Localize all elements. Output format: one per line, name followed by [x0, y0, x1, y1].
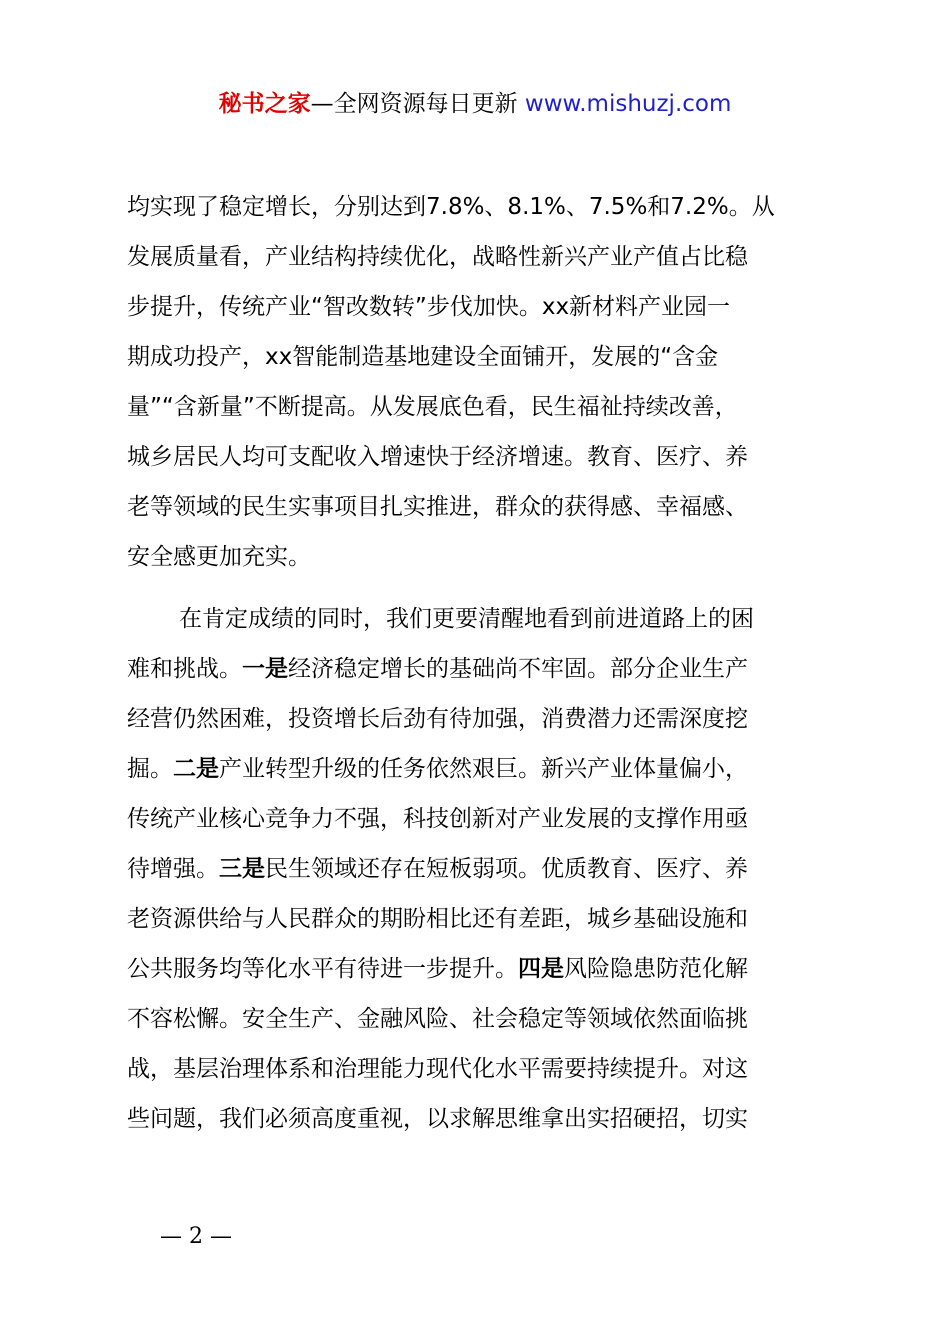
- text-line: 掘。二是产业转型升级的任务依然艰巨。新兴产业体量偏小，: [127, 756, 748, 782]
- text-line: 期成功投产，xx智能制造基地建设全面铺开，发展的“含金: [127, 344, 719, 370]
- text-line: 经营仍然困难，投资增长后劲有待加强，消费潜力还需深度挖: [127, 706, 748, 732]
- point-marker-1: 一是: [242, 656, 288, 682]
- text-line: 量”“含新量”不断提高。从发展底色看，民生福祉持续改善，: [127, 394, 738, 420]
- brand-name: 秘书之家: [218, 91, 311, 117]
- text-line: 不容松懈。安全生产、金融风险、社会稳定等领域依然面临挑: [127, 1006, 748, 1032]
- paragraph-2: [127, 594, 837, 1144]
- point-marker-2: 二是: [173, 756, 219, 782]
- page-number: — 2 —: [160, 1224, 232, 1249]
- text-line: 公共服务均等化水平有待进一步提升。四是风险隐患防范化解: [127, 956, 748, 982]
- text-line: 难和挑战。一是经济稳定增长的基础尚不牢固。部分企业生产: [127, 656, 748, 682]
- text-line: 步提升，传统产业“智改数转”步伐加快。xx新材料产业园一: [127, 294, 731, 320]
- point-marker-3: 三是: [219, 856, 265, 882]
- site-url-link[interactable]: www.mishuzj.com: [524, 91, 732, 117]
- text-line: 发展质量看，产业结构持续优化，战略性新兴产业产值占比稳: [127, 244, 748, 270]
- text-line: 老资源供给与人民群众的期盼相比还有差距，城乡基础设施和: [127, 906, 748, 932]
- text-line: 老等领域的民生实事项目扎实推进，群众的获得感、幸福感、: [127, 494, 748, 520]
- text-line: 安全感更加充实。: [127, 544, 311, 570]
- text-line: 些问题，我们必须高度重视，以求解思维拿出实招硬招，切实: [127, 1106, 748, 1132]
- site-header: [0, 86, 950, 122]
- text-line: 传统产业核心竞争力不强，科技创新对产业发展的支撑作用亟: [127, 806, 748, 832]
- header-tagline: —全网资源每日更新: [310, 91, 518, 117]
- text-line: 战，基层治理体系和治理能力现代化水平需要持续提升。对这: [127, 1056, 748, 1082]
- text-line: 均实现了稳定增长，分别达到7.8%、8.1%、7.5%和7.2%。从: [127, 194, 775, 220]
- text-line: 城乡居民人均可支配收入增速快于经济增速。教育、医疗、养: [127, 444, 748, 470]
- text-line: 在肯定成绩的同时，我们更要清醒地看到前进道路上的困: [179, 606, 754, 632]
- point-marker-4: 四是: [518, 956, 564, 982]
- document-body: [127, 182, 837, 1144]
- paragraph-1: [127, 182, 837, 582]
- text-line: 待增强。三是民生领域还存在短板弱项。优质教育、医疗、养: [127, 856, 748, 882]
